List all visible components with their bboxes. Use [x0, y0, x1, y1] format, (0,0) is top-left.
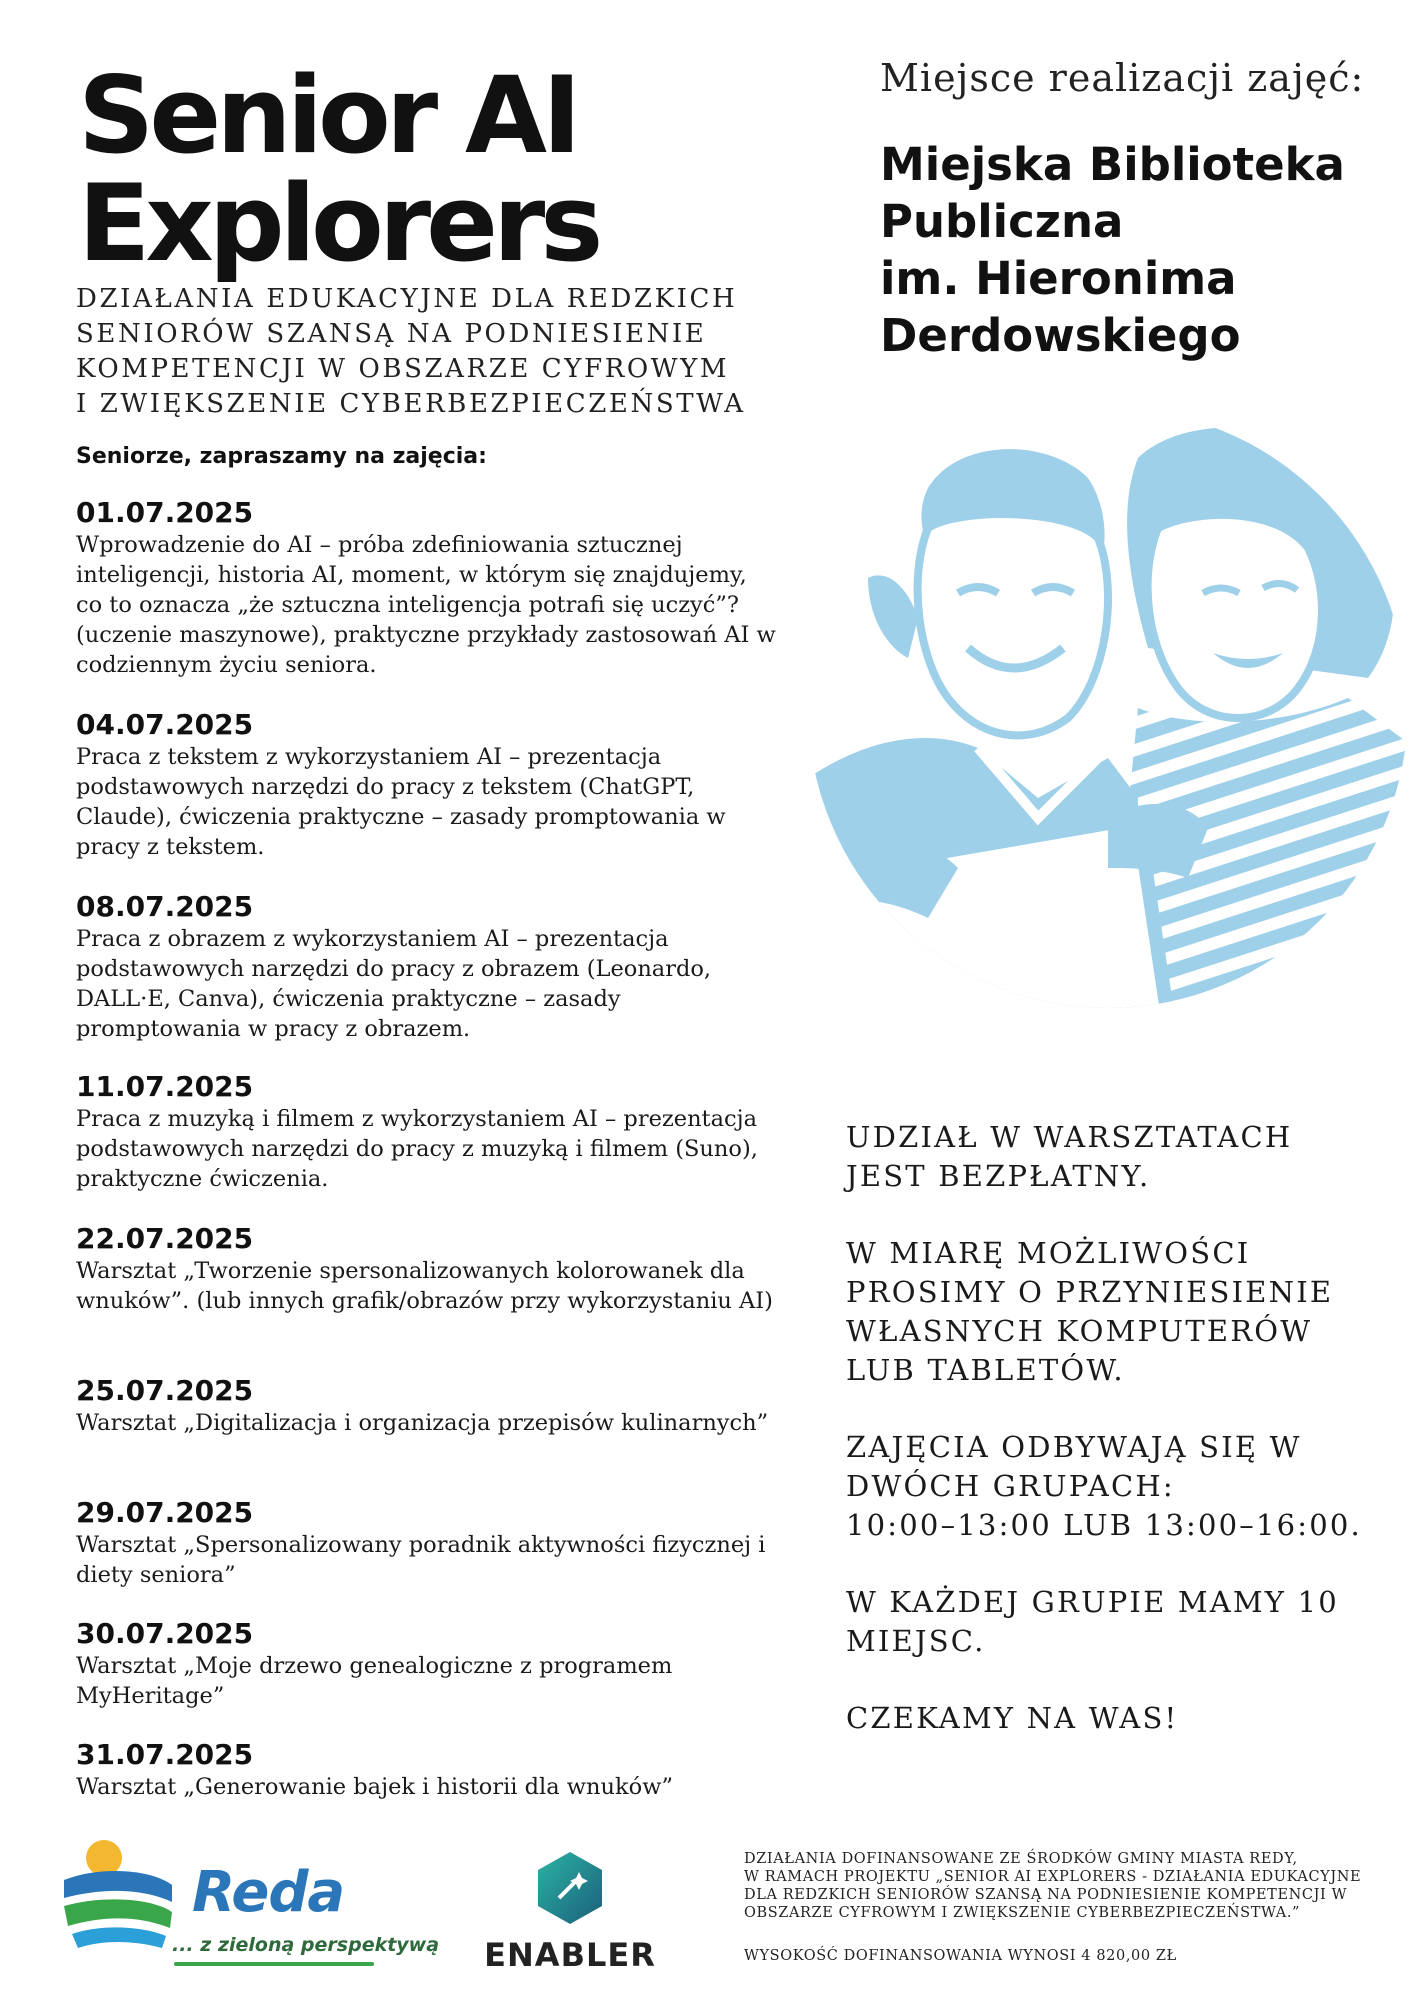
session-date: 30.07.2025	[76, 1617, 254, 1650]
session-date: 11.07.2025	[76, 1070, 254, 1103]
session-description: Wprowadzenie do AI – próba zdefiniowania sztucznej inteligencji, historia AI, moment, w którym się znajdujemy, co to oznacza „że sztuczna inteligencja potrafi się uczyć”? (uczenie maszynowe), praktyczne przykłady zastosowań AI w codziennym życiu seniora.	[76, 532, 776, 678]
session-date: 22.07.2025	[76, 1222, 254, 1255]
session-item	[76, 1222, 776, 1316]
info-closing: CZEKAMY NA WAS!	[846, 1701, 1179, 1735]
session-description: Praca z muzyką i filmem z wykorzystaniem AI – prezentacja podstawowych narzędzi do pracy z muzyką i filmem (Suno), praktyczne ćwiczenia.	[76, 1106, 758, 1192]
reda-logo-text: Reda	[192, 1860, 345, 1925]
session-item	[76, 496, 776, 680]
session-description: Warsztat „Moje drzewo genealogiczne z programem MyHeritage”	[76, 1653, 673, 1709]
session-date: 31.07.2025	[76, 1738, 254, 1771]
session-date: 04.07.2025	[76, 708, 254, 741]
poster-title: Senior AI Explorers	[78, 54, 599, 285]
enabler-hexagon-icon	[535, 1850, 605, 1926]
session-description: Warsztat „Digitalizacja i organizacja przepisów kulinarnych”	[76, 1410, 769, 1436]
session-item	[76, 1617, 776, 1711]
info-panel	[846, 1118, 1386, 1776]
info-seats: W KAŻDEJ GRUPIE MAMY 10 MIEJSC.	[846, 1585, 1339, 1658]
session-description: Praca z tekstem z wykorzystaniem AI – prezentacja podstawowych narzędzi do pracy z tekstem (ChatGPT, Claude), ćwiczenia praktyczne – zasady promptowania w pracy z tekstem.	[76, 744, 726, 860]
reda-underline	[174, 1962, 374, 1966]
reda-slogan: ... z zieloną perspektywą	[172, 1934, 440, 1956]
seniors-illustration	[808, 398, 1408, 1018]
session-date: 29.07.2025	[76, 1496, 254, 1529]
venue-label: Miejsce realizacji zajęć:	[880, 56, 1365, 100]
reda-logo	[62, 1840, 440, 1972]
session-description: Warsztat „Generowanie bajek i historii dla wnuków”	[76, 1774, 673, 1800]
enabler-logo-text: ENABLER	[484, 1936, 656, 1974]
session-date: 01.07.2025	[76, 496, 254, 529]
venue-name: Miejska Biblioteka Publiczna im. Hieronima Derdowskiego	[880, 138, 1345, 362]
session-description: Warsztat „Spersonalizowany poradnik aktywności fizycznej i diety seniora”	[76, 1532, 766, 1588]
info-free: UDZIAŁ W WARSZTATACH JEST BEZPŁATNY.	[846, 1120, 1293, 1193]
info-bring-devices: W MIARĘ MOŻLIWOŚCI PROSIMY O PRZYNIESIENIE WŁASNYCH KOMPUTERÓW LUB TABLETÓW.	[846, 1236, 1334, 1387]
session-item	[76, 1496, 776, 1590]
session-item	[76, 1070, 776, 1194]
info-groups: ZAJĘCIA ODBYWAJĄ SIĘ W DWÓCH GRUPACH: 10:00–13:00 LUB 13:00–16:00.	[846, 1430, 1362, 1542]
session-description: Praca z obrazem z wykorzystaniem AI – prezentacja podstawowych narzędzi do pracy z obrazem (Leonardo, DALL·E, Canva), ćwiczenia praktyczne – zasady promptowania w pracy z obrazem.	[76, 926, 712, 1042]
poster-subtitle: DZIAŁANIA EDUKACYJNE DLA REDZKICH SENIORÓW SZANSĄ NA PODNIESIENIE KOMPETENCJI W OBSZARZE CYFROWYM I ZWIĘKSZENIE CYBERBEZPIECZEŃSTWA	[76, 284, 746, 419]
enabler-logo	[470, 1850, 670, 1980]
funding-notice: DZIAŁANIA DOFINANSOWANE ZE ŚRODKÓW GMINY MIASTA REDY, W RAMACH PROJEKTU „SENIOR AI EXPLORERS - DZIAŁANIA EDUKACYJNE DLA REDZKICH SENIORÓW SZANSĄ NA PODNIESIENIE KOMPETENCJI W OBSZARZE CYFROWYM I ZWIĘKSZENIE CYBERBEZPIECZEŃSTWA.”	[744, 1851, 1362, 1921]
session-item	[76, 1738, 776, 1802]
invitation-text: Seniorze, zapraszamy na zajęcia:	[76, 444, 487, 469]
session-item	[76, 708, 776, 862]
session-item	[76, 890, 776, 1044]
funding-amount: WYSOKOŚĆ DOFINANSOWANIA WYNOSI 4 820,00 ZŁ	[744, 1948, 1177, 1964]
session-date: 08.07.2025	[76, 890, 254, 923]
session-date: 25.07.2025	[76, 1374, 254, 1407]
session-description: Warsztat „Tworzenie spersonalizowanych kolorowanek dla wnuków”. (lub innych grafik/obrazów przy wykorzystaniu AI)	[76, 1258, 773, 1314]
session-item	[76, 1374, 776, 1438]
